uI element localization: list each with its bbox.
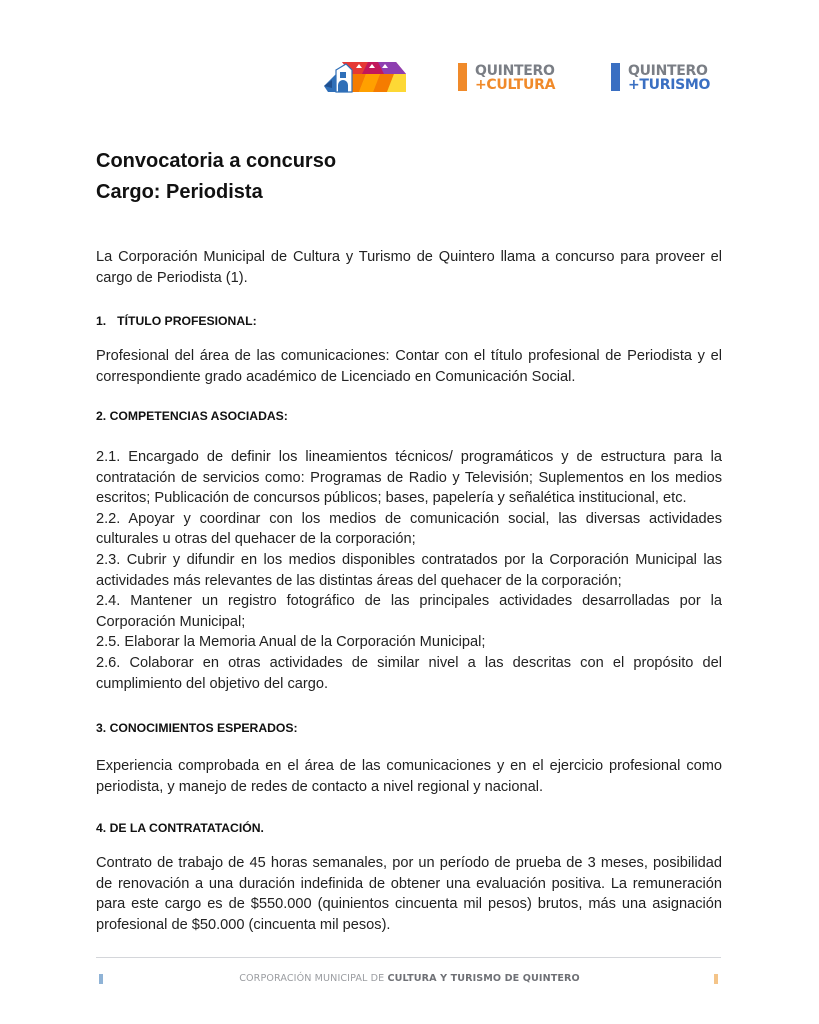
list-item: 2.1. Encargado de definir los lineamientos técnicos/ programáticos y de estructura para la contratación de servicios como: Programas de Radio y Televisión; Suplementos en los medios escritos; Publicación de concursos públicos; bases, papelería y señalética institucional, etc. xyxy=(96,449,722,507)
section-1-heading xyxy=(96,313,257,329)
cultura-logo-bar xyxy=(458,63,467,91)
section-3-number: 3. xyxy=(96,721,107,735)
list-item: 2.4. Mantener un registro fotográfico de las principales actividades desarrolladas por la Corporación Municipal; xyxy=(96,593,722,630)
section-2-list xyxy=(96,447,722,694)
list-item: 2.6. Colaborar en otras actividades de similar nivel a las descritas con el propósito del cumplimiento del objetivo del cargo. xyxy=(96,654,722,692)
intro-text: La Corporación Municipal de Cultura y Turismo de Quintero llama a concurso para proveer el cargo de Periodista (1). xyxy=(96,249,722,286)
footer-text xyxy=(0,973,819,984)
section-3-title: CONOCIMIENTOS ESPERADOS: xyxy=(109,721,298,735)
quintero-turismo-logo xyxy=(611,63,710,93)
section-3-body xyxy=(96,756,722,797)
list-item: 2.2. Apoyar y coordinar con los medios de comunicación social, las diversas actividades culturales u otras del quehacer de la corporación; xyxy=(96,510,722,548)
section-1-number: 1. xyxy=(96,314,107,328)
section-1-title: TÍTULO PROFESIONAL: xyxy=(117,314,257,328)
section-2-number: 2. xyxy=(96,409,107,423)
section-4-body xyxy=(96,853,722,935)
turismo-logo-bar xyxy=(611,63,620,91)
section-4-title: DE LA CONTRATATACIÓN. xyxy=(109,821,264,835)
section-4-heading xyxy=(96,820,264,836)
footer-divider xyxy=(96,957,721,958)
list-item: 2.3. Cubrir y difundir en los medios disponibles contratados por la Corporación Municipal las actividades más relevantes de las distintas áreas del quehacer de la corporación; xyxy=(96,551,722,589)
turismo-logo-top: QUINTERO xyxy=(628,63,708,79)
section-1-text: Profesional del área de las comunicaciones: Contar con el título profesional de Periodista y el correspondiente grado académico de Licenciado en Comunicación Social. xyxy=(96,348,722,385)
section-1-body xyxy=(96,346,722,387)
section-2-heading xyxy=(96,408,288,424)
cultura-logo-bottom: +CULTURA xyxy=(475,77,556,93)
footer-right-mark xyxy=(714,974,718,984)
section-2-title: COMPETENCIAS ASOCIADAS: xyxy=(109,409,288,423)
turismo-logo-bottom: +TURISMO xyxy=(628,77,711,93)
quintero-cultura-logo xyxy=(458,63,555,93)
municipal-house-logo xyxy=(322,58,408,94)
list-item: 2.5. Elaborar la Memoria Anual de la Corporación Municipal; xyxy=(96,634,486,651)
footer-text-bold: CULTURA Y TURISMO DE QUINTERO xyxy=(387,973,580,984)
page-title xyxy=(96,146,336,208)
title-line-1: Convocatoria a concurso xyxy=(96,150,337,172)
section-4-text: Contrato de trabajo de 45 horas semanales, por un período de prueba de 3 meses, posibilidad de renovación a una duración indefinida de obtener una evaluación positiva. La remuneración para este cargo es de $550.000 (quinientos cincuenta mil pesos) brutos, más una asignación profesional de $50.000 (cincuenta mil pesos). xyxy=(96,855,722,933)
title-line-2: Cargo: Periodista xyxy=(96,181,263,203)
footer-text-light: CORPORACIÓN MUNICIPAL DE xyxy=(239,973,388,984)
cultura-logo-top: QUINTERO xyxy=(475,63,555,79)
section-4-number: 4. xyxy=(96,821,107,835)
section-3-text: Experiencia comprobada en el área de las comunicaciones y en el ejercicio profesional como periodista, y manejo de redes de contacto a nivel regional y nacional. xyxy=(96,758,722,795)
intro-paragraph xyxy=(96,247,722,288)
section-3-heading xyxy=(96,720,298,736)
